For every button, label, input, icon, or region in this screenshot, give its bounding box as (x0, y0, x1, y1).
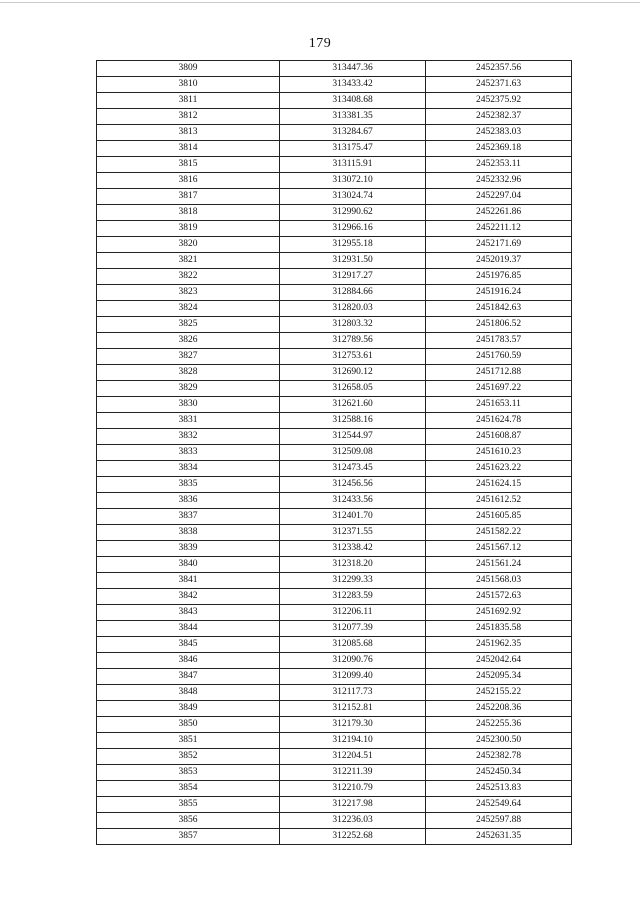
y-coordinate-cell: 2452382.78 (426, 749, 572, 765)
point-number-cell: 3812 (97, 109, 280, 125)
x-coordinate-cell: 312820.03 (280, 301, 426, 317)
table-row (97, 317, 572, 333)
point-number-cell: 3849 (97, 701, 280, 717)
x-coordinate-cell: 312217.98 (280, 797, 426, 813)
table-row (97, 93, 572, 109)
point-number-cell: 3846 (97, 653, 280, 669)
x-coordinate-cell: 312456.56 (280, 477, 426, 493)
x-coordinate-cell: 312099.40 (280, 669, 426, 685)
y-coordinate-cell: 2452549.64 (426, 797, 572, 813)
point-number-cell: 3853 (97, 765, 280, 781)
table-row (97, 781, 572, 797)
y-coordinate-cell: 2452019.37 (426, 253, 572, 269)
x-coordinate-cell: 312283.59 (280, 589, 426, 605)
x-coordinate-cell: 313433.42 (280, 77, 426, 93)
y-coordinate-cell: 2451783.57 (426, 333, 572, 349)
point-number-cell: 3854 (97, 781, 280, 797)
point-number-cell: 3829 (97, 381, 280, 397)
y-coordinate-cell: 2452631.35 (426, 829, 572, 845)
x-coordinate-cell: 312077.39 (280, 621, 426, 637)
table-row (97, 461, 572, 477)
y-coordinate-cell: 2452095.34 (426, 669, 572, 685)
x-coordinate-cell: 312753.61 (280, 349, 426, 365)
x-coordinate-cell: 312509.08 (280, 445, 426, 461)
y-coordinate-cell: 2451572.63 (426, 589, 572, 605)
point-number-cell: 3857 (97, 829, 280, 845)
x-coordinate-cell: 312117.73 (280, 685, 426, 701)
table-row (97, 429, 572, 445)
x-coordinate-cell: 312338.42 (280, 541, 426, 557)
x-coordinate-cell: 312588.16 (280, 413, 426, 429)
point-number-cell: 3845 (97, 637, 280, 653)
y-coordinate-cell: 2451567.12 (426, 541, 572, 557)
x-coordinate-cell: 313115.91 (280, 157, 426, 173)
x-coordinate-cell: 312990.62 (280, 205, 426, 221)
point-number-cell: 3822 (97, 269, 280, 285)
table-row (97, 173, 572, 189)
y-coordinate-cell: 2451623.22 (426, 461, 572, 477)
point-number-cell: 3839 (97, 541, 280, 557)
point-number-cell: 3834 (97, 461, 280, 477)
point-number-cell: 3809 (97, 61, 280, 77)
x-coordinate-cell: 312211.39 (280, 765, 426, 781)
table-row (97, 61, 572, 77)
y-coordinate-cell: 2452450.34 (426, 765, 572, 781)
table-row (97, 189, 572, 205)
x-coordinate-cell: 313284.67 (280, 125, 426, 141)
y-coordinate-cell: 2451835.58 (426, 621, 572, 637)
x-coordinate-cell: 313381.35 (280, 109, 426, 125)
x-coordinate-cell: 312401.70 (280, 509, 426, 525)
point-number-cell: 3848 (97, 685, 280, 701)
y-coordinate-cell: 2451760.59 (426, 349, 572, 365)
point-number-cell: 3836 (97, 493, 280, 509)
y-coordinate-cell: 2451916.24 (426, 285, 572, 301)
table-row (97, 285, 572, 301)
y-coordinate-cell: 2452255.36 (426, 717, 572, 733)
point-number-cell: 3832 (97, 429, 280, 445)
table-row (97, 237, 572, 253)
y-coordinate-cell: 2452261.86 (426, 205, 572, 221)
x-coordinate-cell: 312210.79 (280, 781, 426, 797)
point-number-cell: 3810 (97, 77, 280, 93)
point-number-cell: 3838 (97, 525, 280, 541)
y-coordinate-cell: 2452155.22 (426, 685, 572, 701)
x-coordinate-cell: 312179.30 (280, 717, 426, 733)
y-coordinate-cell: 2452208.36 (426, 701, 572, 717)
table-row (97, 653, 572, 669)
y-coordinate-cell: 2451624.15 (426, 477, 572, 493)
point-number-cell: 3841 (97, 573, 280, 589)
coordinates-table-body (97, 61, 572, 845)
y-coordinate-cell: 2452171.69 (426, 237, 572, 253)
x-coordinate-cell: 312371.55 (280, 525, 426, 541)
point-number-cell: 3847 (97, 669, 280, 685)
x-coordinate-cell: 312931.50 (280, 253, 426, 269)
x-coordinate-cell: 312803.32 (280, 317, 426, 333)
table-row (97, 477, 572, 493)
x-coordinate-cell: 312884.66 (280, 285, 426, 301)
table-row (97, 701, 572, 717)
y-coordinate-cell: 2451605.85 (426, 509, 572, 525)
point-number-cell: 3844 (97, 621, 280, 637)
point-number-cell: 3856 (97, 813, 280, 829)
point-number-cell: 3831 (97, 413, 280, 429)
x-coordinate-cell: 312152.81 (280, 701, 426, 717)
point-number-cell: 3851 (97, 733, 280, 749)
point-number-cell: 3830 (97, 397, 280, 413)
table-row (97, 669, 572, 685)
y-coordinate-cell: 2451568.03 (426, 573, 572, 589)
y-coordinate-cell: 2452369.18 (426, 141, 572, 157)
x-coordinate-cell: 313024.74 (280, 189, 426, 205)
table-row (97, 125, 572, 141)
y-coordinate-cell: 2452211.12 (426, 221, 572, 237)
table-row (97, 557, 572, 573)
x-coordinate-cell: 312204.51 (280, 749, 426, 765)
table-row (97, 413, 572, 429)
point-number-cell: 3814 (97, 141, 280, 157)
y-coordinate-cell: 2452357.56 (426, 61, 572, 77)
y-coordinate-cell: 2451806.52 (426, 317, 572, 333)
x-coordinate-cell: 313072.10 (280, 173, 426, 189)
y-coordinate-cell: 2451653.11 (426, 397, 572, 413)
x-coordinate-cell: 312473.45 (280, 461, 426, 477)
table-row (97, 269, 572, 285)
point-number-cell: 3843 (97, 605, 280, 621)
y-coordinate-cell: 2451692.92 (426, 605, 572, 621)
point-number-cell: 3835 (97, 477, 280, 493)
point-number-cell: 3827 (97, 349, 280, 365)
table-row (97, 253, 572, 269)
y-coordinate-cell: 2451610.23 (426, 445, 572, 461)
table-row (97, 381, 572, 397)
x-coordinate-cell: 312236.03 (280, 813, 426, 829)
point-number-cell: 3837 (97, 509, 280, 525)
point-number-cell: 3819 (97, 221, 280, 237)
point-number-cell: 3833 (97, 445, 280, 461)
y-coordinate-cell: 2451582.22 (426, 525, 572, 541)
point-number-cell: 3842 (97, 589, 280, 605)
point-number-cell: 3817 (97, 189, 280, 205)
x-coordinate-cell: 312789.56 (280, 333, 426, 349)
page-number: 179 (308, 36, 332, 51)
x-coordinate-cell: 312318.20 (280, 557, 426, 573)
x-coordinate-cell: 312690.12 (280, 365, 426, 381)
y-coordinate-cell: 2452300.50 (426, 733, 572, 749)
table-row (97, 541, 572, 557)
point-number-cell: 3840 (97, 557, 280, 573)
table-row (97, 349, 572, 365)
y-coordinate-cell: 2452371.63 (426, 77, 572, 93)
table-row (97, 525, 572, 541)
x-coordinate-cell: 313447.36 (280, 61, 426, 77)
table-row (97, 829, 572, 845)
x-coordinate-cell: 312658.05 (280, 381, 426, 397)
table-row (97, 221, 572, 237)
x-coordinate-cell: 312090.76 (280, 653, 426, 669)
table-row (97, 157, 572, 173)
point-number-cell: 3825 (97, 317, 280, 333)
x-coordinate-cell: 312966.16 (280, 221, 426, 237)
table-row (97, 141, 572, 157)
table-row (97, 765, 572, 781)
x-coordinate-cell: 312621.60 (280, 397, 426, 413)
table-row (97, 621, 572, 637)
y-coordinate-cell: 2452332.96 (426, 173, 572, 189)
table-row (97, 797, 572, 813)
x-coordinate-cell: 312433.56 (280, 493, 426, 509)
y-coordinate-cell: 2451624.78 (426, 413, 572, 429)
point-number-cell: 3821 (97, 253, 280, 269)
x-coordinate-cell: 312194.10 (280, 733, 426, 749)
table-row (97, 813, 572, 829)
table-row (97, 733, 572, 749)
point-number-cell: 3818 (97, 205, 280, 221)
point-number-cell: 3826 (97, 333, 280, 349)
y-coordinate-cell: 2451962.35 (426, 637, 572, 653)
x-coordinate-cell: 312917.27 (280, 269, 426, 285)
point-number-cell: 3811 (97, 93, 280, 109)
table-row (97, 685, 572, 701)
table-row (97, 445, 572, 461)
table-row (97, 605, 572, 621)
point-number-cell: 3816 (97, 173, 280, 189)
table-row (97, 365, 572, 381)
table-row (97, 301, 572, 317)
y-coordinate-cell: 2452297.04 (426, 189, 572, 205)
table-row (97, 749, 572, 765)
y-coordinate-cell: 2451976.85 (426, 269, 572, 285)
table-row (97, 205, 572, 221)
y-coordinate-cell: 2452382.37 (426, 109, 572, 125)
table-row (97, 77, 572, 93)
y-coordinate-cell: 2452042.64 (426, 653, 572, 669)
point-number-cell: 3815 (97, 157, 280, 173)
y-coordinate-cell: 2451612.52 (426, 493, 572, 509)
y-coordinate-cell: 2451608.87 (426, 429, 572, 445)
x-coordinate-cell: 313408.68 (280, 93, 426, 109)
y-coordinate-cell: 2452383.03 (426, 125, 572, 141)
table-row (97, 717, 572, 733)
x-coordinate-cell: 313175.47 (280, 141, 426, 157)
point-number-cell: 3852 (97, 749, 280, 765)
table-row (97, 333, 572, 349)
x-coordinate-cell: 312955.18 (280, 237, 426, 253)
point-number-cell: 3820 (97, 237, 280, 253)
table-row (97, 637, 572, 653)
table-row (97, 397, 572, 413)
point-number-cell: 3813 (97, 125, 280, 141)
table-row (97, 493, 572, 509)
y-coordinate-cell: 2452375.92 (426, 93, 572, 109)
point-number-cell: 3823 (97, 285, 280, 301)
point-number-cell: 3855 (97, 797, 280, 813)
table-row (97, 589, 572, 605)
top-scan-edge (0, 2, 640, 3)
point-number-cell: 3850 (97, 717, 280, 733)
table-row (97, 109, 572, 125)
y-coordinate-cell: 2451842.63 (426, 301, 572, 317)
point-number-cell: 3824 (97, 301, 280, 317)
y-coordinate-cell: 2451712.88 (426, 365, 572, 381)
y-coordinate-cell: 2452513.83 (426, 781, 572, 797)
x-coordinate-cell: 312299.33 (280, 573, 426, 589)
y-coordinate-cell: 2451561.24 (426, 557, 572, 573)
x-coordinate-cell: 312206.11 (280, 605, 426, 621)
x-coordinate-cell: 312544.97 (280, 429, 426, 445)
table-row (97, 573, 572, 589)
table-row (97, 509, 572, 525)
y-coordinate-cell: 2451697.22 (426, 381, 572, 397)
x-coordinate-cell: 312085.68 (280, 637, 426, 653)
y-coordinate-cell: 2452353.11 (426, 157, 572, 173)
y-coordinate-cell: 2452597.88 (426, 813, 572, 829)
x-coordinate-cell: 312252.68 (280, 829, 426, 845)
coordinates-table (96, 60, 572, 845)
point-number-cell: 3828 (97, 365, 280, 381)
